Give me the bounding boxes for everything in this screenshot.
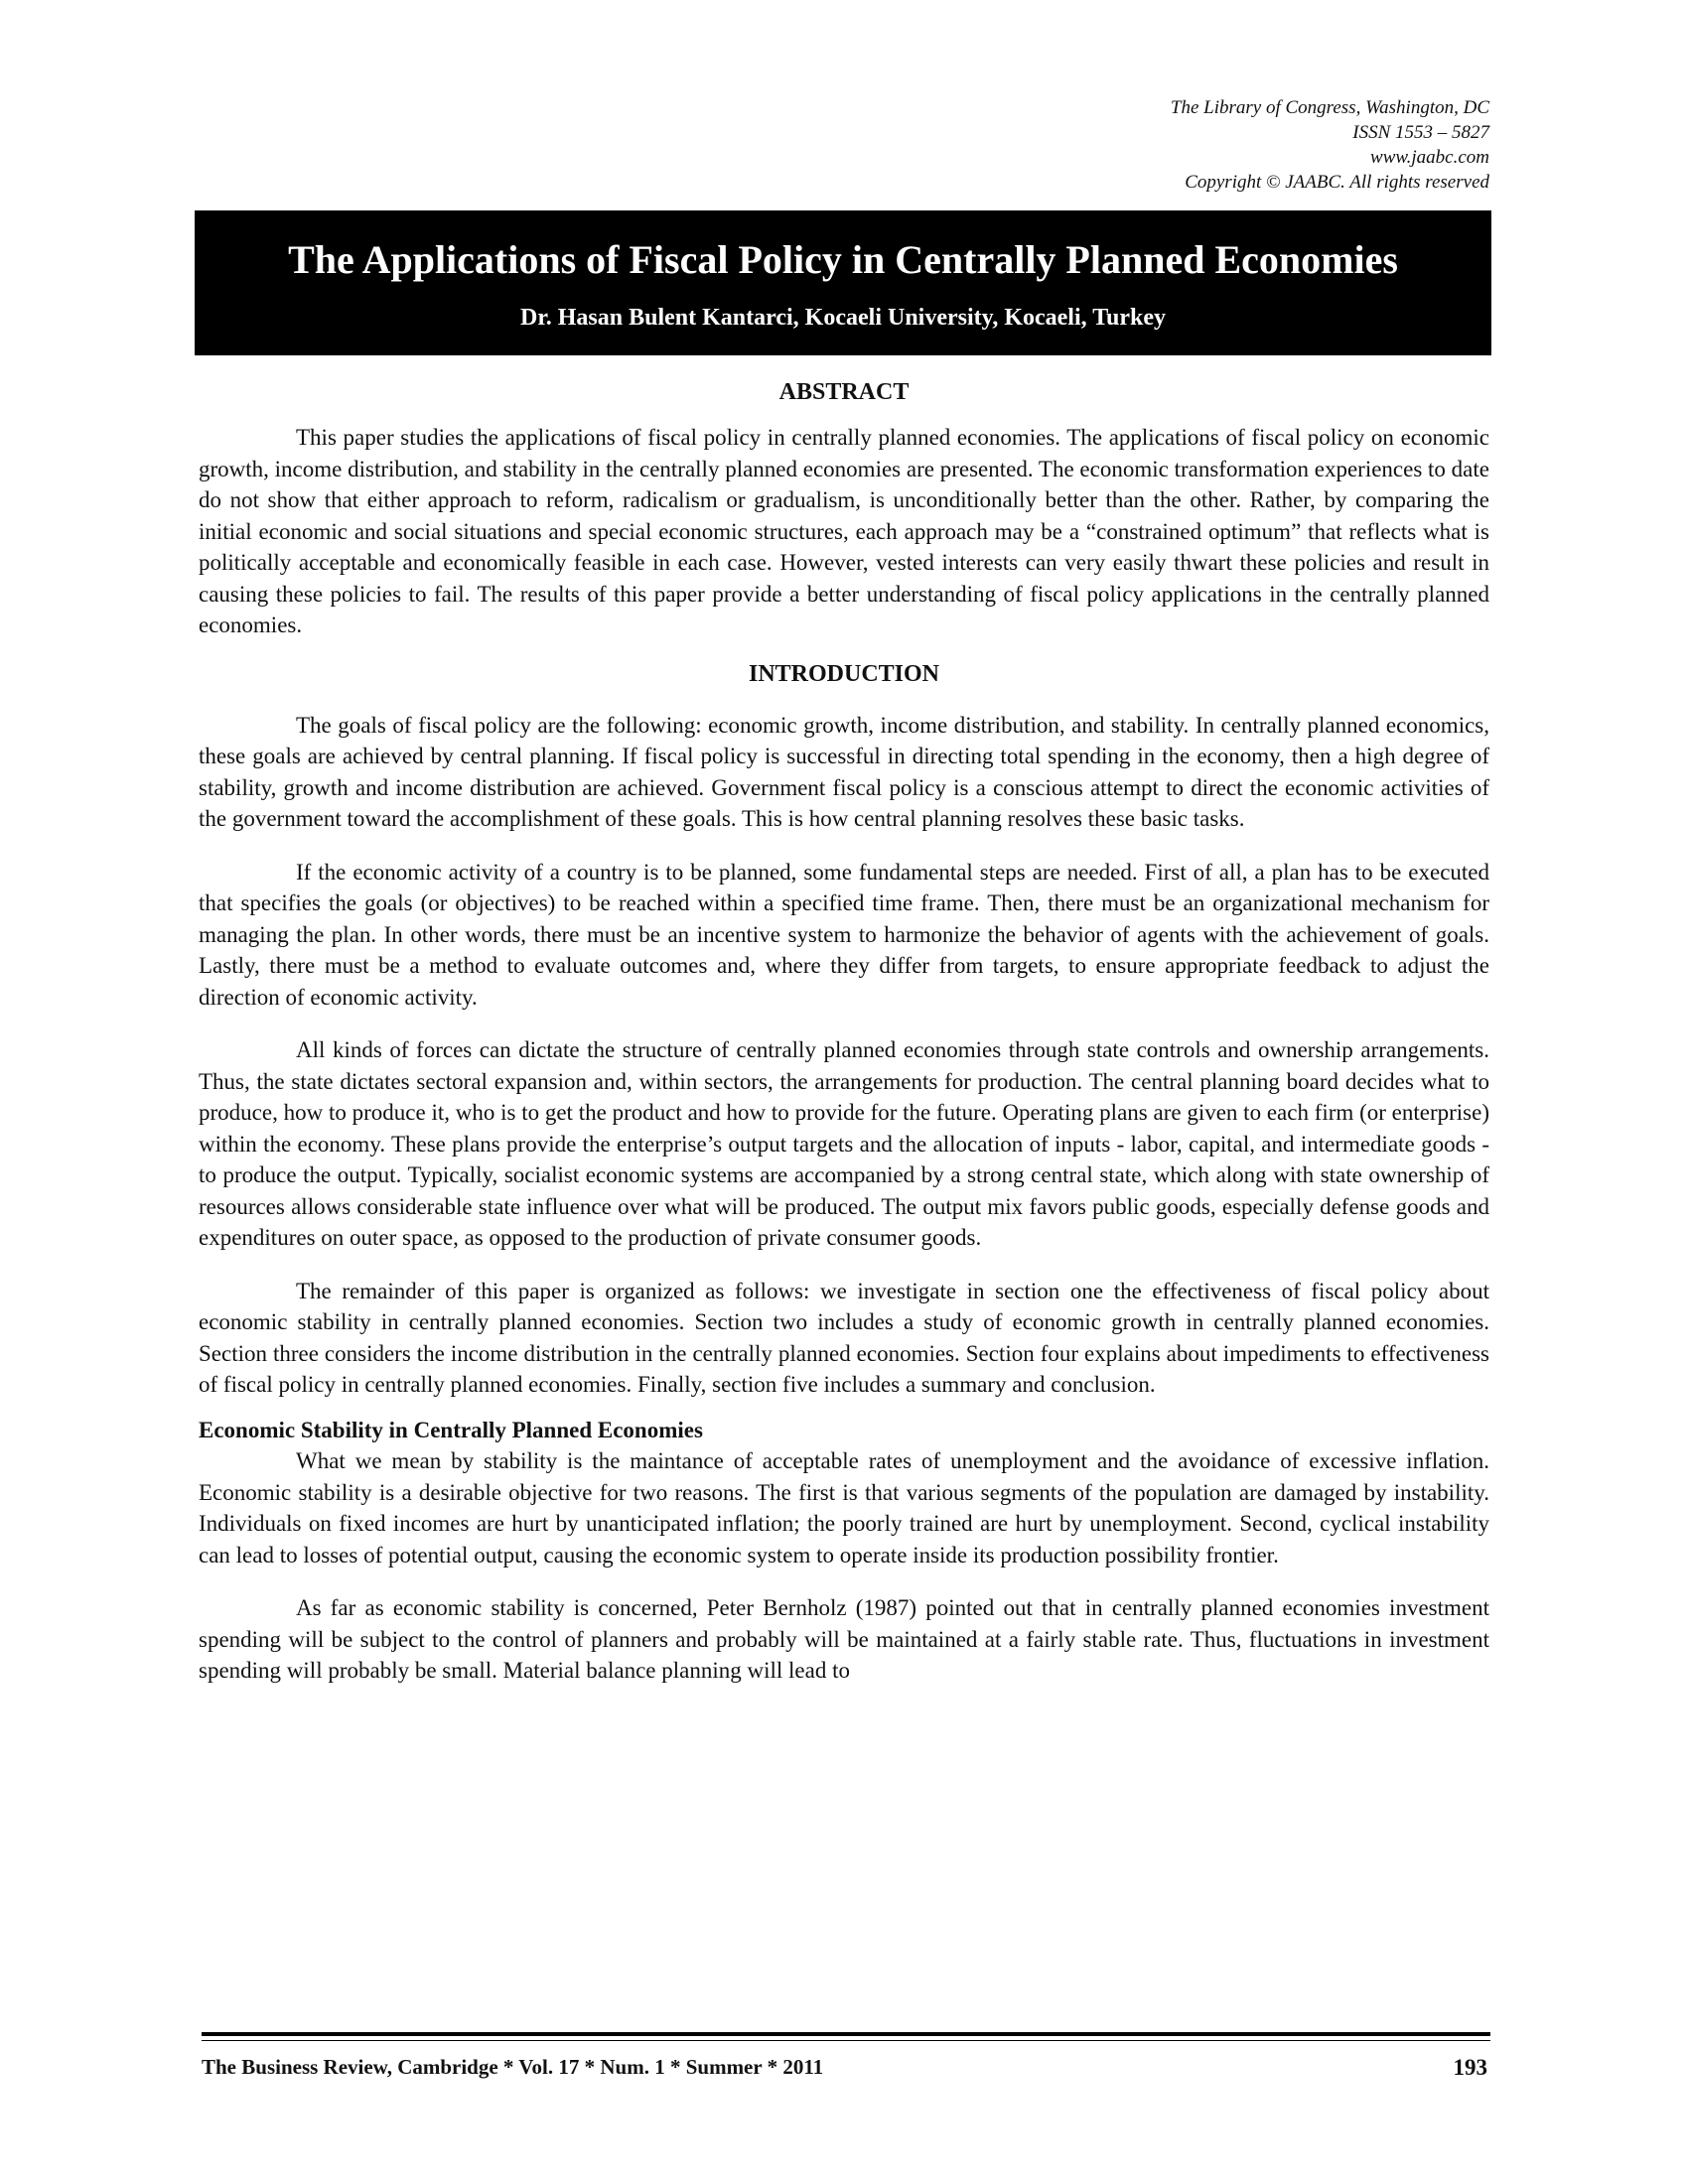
copyright-line: Copyright © JAABC. All rights reserved bbox=[1185, 172, 1489, 193]
abstract-heading: ABSTRACT bbox=[778, 379, 910, 405]
intro-paragraph-2: If the economic activity of a country is to be planned, some fundamental steps are needed. First of all, a plan has to be executed that specifies the goals (or objectives) to be reached within a specified time frame. Then, there must be an organizational mechanism for managing the plan. In other words, there must be an incentive system to harmonize the behavior of agents with the achievement of goals. Lastly, there must be a method to evaluate outcomes and, where they differ from targets, to ensure appropriate feedback to adjust the direction of economic activity. bbox=[199, 859, 1489, 1010]
publication-info bbox=[1171, 95, 1489, 195]
intro-paragraph-3: All kinds of forces can dictate the structure of centrally planned economies through state controls and ownership arrangements. Thus, the state dictates sectoral expansion and, within sectors, the arrangements for production. The central planning board decides what to produce, how to produce it, who is to get the product and how to provide for the future. Operating plans are given to each firm (or enterprise) within the economy. These plans provide the enterprise’s output targets and the allocation of inputs - labor, capital, and intermediate goods - to produce the output. Typically, socialist economic systems are accompanied by a strong central state, which along with state ownership of resources allows considerable state influence over what will be produced. The output mix favors public goods, especially defense goods and expenditures on outer space, as opposed to the production of private consumer goods. bbox=[199, 1037, 1489, 1250]
article-body bbox=[199, 379, 1489, 1687]
website-line: www.jaabc.com bbox=[1370, 147, 1489, 168]
footer-rule bbox=[202, 2032, 1490, 2036]
intro-paragraph-1: The goals of fiscal policy are the following: economic growth, income distribution, and stability. In centrally planned economics, these goals are achieved by central planning. If fiscal policy is successful in directing total spending in the economy, then a high degree of stability, growth and income distribution are achieved. Government fiscal policy is a conscious attempt to direct the economic activities of the government toward the accomplishment of these goals. This is how central planning resolves these basic tasks. bbox=[199, 712, 1489, 831]
stability-heading: Economic Stability in Centrally Planned Economies bbox=[199, 1417, 703, 1442]
page-number: 193 bbox=[1453, 2055, 1487, 2080]
journal-citation: The Business Review, Cambridge * Vol. 17 * Num. 1 * Summer * 2011 bbox=[202, 2055, 824, 2079]
footer-rule-thin bbox=[202, 2040, 1490, 2041]
title-banner bbox=[195, 210, 1491, 355]
intro-paragraph-4: The remainder of this paper is organized as follows: we investigate in section one the effectiveness of fiscal policy about economic stability in centrally planned economies. Section two includes a study of economic growth in centrally planned economies. Section three considers the income distribution in the centrally planned economies. Section four explains about impediments to effectiveness of fiscal policy in centrally planned economies. Finally, section five includes a summary and conclusion. bbox=[199, 1278, 1489, 1397]
stability-paragraph-2: As far as economic stability is concerned, Peter Bernholz (1987) pointed out that in centrally planned economies investment spending will be subject to the control of planners and probably will be maintained at a fairly stable rate. Thus, fluctuations in investment spending will probably be small. Material balance planning will lead to bbox=[199, 1595, 1489, 1683]
introduction-heading: INTRODUCTION bbox=[748, 660, 940, 687]
stability-paragraph-1: What we mean by stability is the maintance of acceptable rates of unemployment and the avoidance of excessive inflation. Economic stability is a desirable objective for two reasons. The first is that various segments of the population are damaged by instability. Individuals on fixed incomes are hurt by unanticipated inflation; the poorly trained are hurt by unemployment. Second, cyclical instability can lead to losses of potential output, causing the economic system to operate inside its production possibility frontier. bbox=[199, 1448, 1489, 1568]
issn-line: ISSN 1553 – 5827 bbox=[1352, 122, 1489, 143]
abstract-text: This paper studies the applications of fiscal policy in centrally planned economies. The applications of fiscal policy on economic growth, income distribution, and stability in the centrally planned economies are presented. The economic transformation experiences to date do not show that either approach to reform, radicalism or gradualism, is unconditionally better than the other. Rather, by comparing the initial economic and social situations and special economic structures, each approach may be a “constrained optimum” that reflects what is politically acceptable and economically feasible in each case. However, vested interests can very easily thwart these policies and result in causing these policies to fail. The results of this paper provide a better understanding of fiscal policy applications in the centrally planned economies. bbox=[199, 425, 1489, 637]
publisher-line: The Library of Congress, Washington, DC bbox=[1170, 97, 1489, 118]
author-line: Dr. Hasan Bulent Kantarci, Kocaeli University, Kocaeli, Turkey bbox=[519, 305, 1166, 331]
paper-title: The Applications of Fiscal Policy in Centrally Planned Economies bbox=[288, 237, 1398, 282]
